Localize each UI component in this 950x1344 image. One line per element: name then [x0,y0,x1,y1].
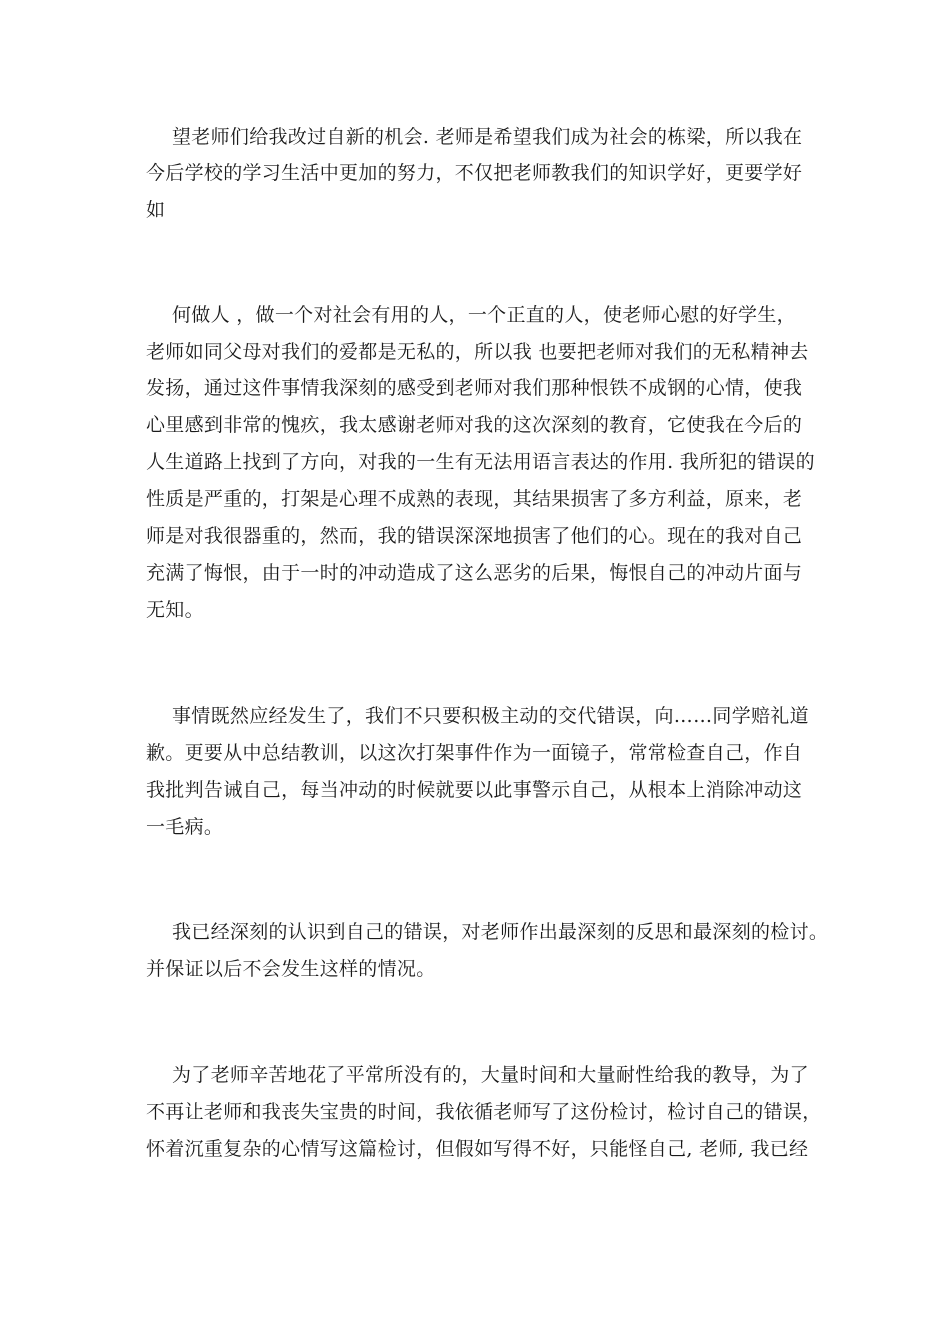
paragraph-2-line-2: 老师如同父母对我们的爱都是无私的，所以我 也要把老师对我们的无私精神去 [146,341,809,363]
paragraph-5-line-1: 为了老师辛苦地花了平常所没有的，大量时间和大量耐性给我的教导，为了 [172,1064,809,1086]
paragraph-4-line-2: 并保证以后不会发生这样的情况。 [146,958,436,980]
paragraph-1-line-2: 今后学校的学习生活中更加的努力，不仅把老师教我们的知识学好，更要学好 [146,162,803,184]
paragraph-4-line-1: 我已经深刻的认识到自己的错误，对老师作出最深刻的反思和最深刻的检讨。 [172,921,829,943]
paragraph-2-line-8: 充满了悔恨，由于一时的冲动造成了这么恶劣的后果，悔恨自己的冲动片面与 [146,562,803,584]
paragraph-3-line-4: 一毛病。 [146,816,224,838]
paragraph-3-line-3: 我批判告诫自己，每当冲动的时候就要以此事警示自己，从根本上消除冲动这 [146,779,803,801]
paragraph-2-line-3: 发扬，通过这件事情我深刻的感受到老师对我们那种恨铁不成钢的心情，使我 [146,377,803,399]
paragraph-2-line-5: 人生道路上找到了方向，对我的一生有无法用语言表达的作用. 我所犯的错误的 [146,451,815,473]
paragraph-2-line-9: 无知。 [146,599,204,621]
paragraph-5-line-3: 怀着沉重复杂的心情写这篇检讨，但假如写得不好，只能怪自己, 老师, 我已经 [146,1138,809,1160]
paragraph-3-line-2: 歉。更要从中总结教训，以这次打架事件作为一面镜子，常常检查自己，作自 [146,742,803,764]
paragraph-1-line-1: 望老师们给我改过自新的机会. 老师是希望我们成为社会的栋梁，所以我在 [172,126,803,148]
paragraph-5-line-2: 不再让老师和我丧失宝贵的时间，我依循老师写了这份检讨，检讨自己的错误， [146,1101,822,1123]
paragraph-2-line-1: 何做人 ，做一个对社会有用的人，一个正直的人，使老师心慰的好学生， [172,304,796,326]
paragraph-1-line-3: 如 [146,199,166,221]
paragraph-3-line-1: 事情既然应经发生了，我们不只要积极主动的交代错误，向……同学赔礼道 [172,705,809,727]
paragraph-2-line-4: 心里感到非常的愧疚，我太感谢老师对我的这次深刻的教育，它使我在今后的 [146,414,803,436]
paragraph-2-line-6: 性质是严重的，打架是心理不成熟的表现，其结果损害了多方利益，原来，老 [146,488,803,510]
paragraph-2-line-7: 师是对我很器重的，然而，我的错误深深地损害了他们的心。现在的我对自己 [146,525,803,547]
